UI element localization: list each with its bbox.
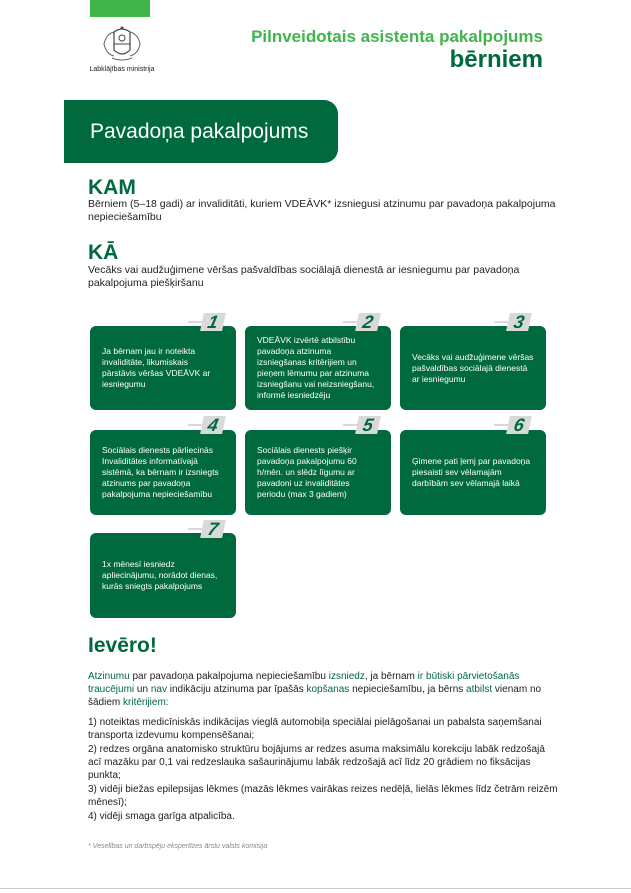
step-number-4: 4	[200, 416, 226, 434]
top-accent-bar	[90, 0, 150, 17]
step-number-5: 5	[355, 416, 381, 434]
ievero-heading: Ievēro!	[88, 634, 157, 657]
highlight: kritērijiem:	[123, 697, 169, 708]
ministry-name: Labklājības ministrija	[89, 66, 155, 73]
step-card-6	[400, 430, 546, 515]
step-card-2	[245, 326, 391, 410]
list-item: 3) vidēji biežas epilepsijas lēkmes (mazās lēkmes vairākas reizes nedēļā, lielās lēkmes līdz četrām reizēm mēnesī);	[88, 784, 558, 808]
title-line-2: bērniem	[449, 45, 543, 73]
step-card-3	[400, 326, 546, 410]
text: indikāciju atzinuma par īpašās	[166, 684, 307, 695]
coat-of-arms-icon	[100, 24, 144, 64]
ievero-paragraph	[88, 670, 558, 709]
step-text: Ģimene pati ļemj par pavadoņa piesaisti sev vēlamajām darbībām sev vēlamajā laikā	[412, 456, 531, 488]
step-card-5	[245, 430, 391, 515]
kam-text: Bērniem (5–18 gadi) ar invaliditāti, kuriem VDEĀVK* izsniegusi atzinumu par pavadoņa pakalpojuma nepieciešamību	[88, 198, 556, 223]
service-banner	[64, 100, 338, 163]
step-card-1	[90, 326, 236, 410]
step-number-3: 3	[506, 313, 532, 331]
highlight: nav	[150, 684, 167, 695]
step-number-7: 7	[200, 520, 226, 538]
highlight: ir būtiski pārvietošanās traucējumi	[88, 671, 520, 695]
step-text: Vecāks vai audžuģimene vēršas pašvaldības sociālajā dienestā ar iesniegumu	[412, 351, 534, 384]
text: vienam no šādiem	[88, 684, 542, 708]
step-text: Ja bērnam jau ir noteikta invaliditāte, likumiskais pārstāvis vēršas VDEĀVK ar iesniegumu	[102, 346, 211, 389]
ministry-logo	[82, 24, 162, 73]
step-number-6: 6	[506, 416, 532, 434]
page-bottom-divider	[0, 888, 631, 889]
highlight: atbilst	[466, 684, 493, 695]
text: nepieciešamību, ja bērns	[349, 684, 467, 695]
step-card-4	[90, 430, 236, 515]
step-text: Sociālais dienests pārliecinās Invaliditātes informatīvajā sistēmā, ka bērnam ir izsniegts atzinums par pavadoņa pakalpojuma nepieciešamību	[102, 445, 219, 499]
text: par pavadoņa pakalpojuma nepieciešamību	[129, 671, 329, 682]
kam-heading: KAM	[88, 176, 136, 199]
list-item: 1) noteiktas medicīniskās indikācijas vieglā automobiļa speciālai pielāgošanai un pabalsta saņemšanai transporta izdevumu kompensēšanai;	[88, 717, 542, 741]
criteria-list	[88, 716, 558, 824]
step-text: 1x mēnesī iesniedz apliecinājumu, norādot dienas, kurās sniegts pakalpojums	[102, 559, 218, 591]
text: , ja bērnam	[364, 671, 418, 682]
ka-text: Vecāks vai audžuģimene vēršas pašvaldības sociālajā dienestā ar iesniegumu par pavadoņa pakalpojuma piešķiršanu	[88, 264, 520, 289]
footnote: * Veselības un darbspēju ekspertīzes ārstu valsts komisija	[88, 843, 268, 850]
page-title	[251, 28, 543, 73]
step-number-2: 2	[355, 313, 381, 331]
step-text: Sociālais dienests piešķir pavadoņa pakalpojumu 60 h/mēn. un slēdz līgumu ar pavadoni uz invaliditātes periodu (max 3 gadiem)	[257, 445, 357, 499]
step-number-1: 1	[200, 313, 226, 331]
step-card-7	[90, 533, 236, 618]
highlight: izsniedz	[328, 671, 365, 682]
list-item: 2) redzes orgāna anatomisko struktūru bojājums ar redzes asuma maksimālu korekciju labāk redzošajā acī mazāku par 0,1 vai redzeslauka sašaurinājumu labāk redzošajā acī līdz 20 grādiem no fiksācijas punkta;	[88, 744, 545, 781]
highlight: Atzinumu	[88, 671, 130, 682]
text: un	[134, 684, 151, 695]
ka-heading: KĀ	[88, 241, 119, 264]
step-text: VDEĀVK izvērtē atbilstību pavadoņa atzinuma izsniegšanas kritērijiem un pieņem lēmumu par atzinuma izsniegšanu vai neizsniegšanu, informē iesniedzēju	[257, 335, 375, 400]
title-line-1: Pilnveidotais asistenta pakalpojums	[251, 27, 543, 46]
banner-title: Pavadoņa pakalpojums	[90, 119, 309, 143]
highlight: kopšanas	[306, 684, 350, 695]
list-item: 4) vidēji smaga garīga atpalicība.	[88, 811, 235, 822]
